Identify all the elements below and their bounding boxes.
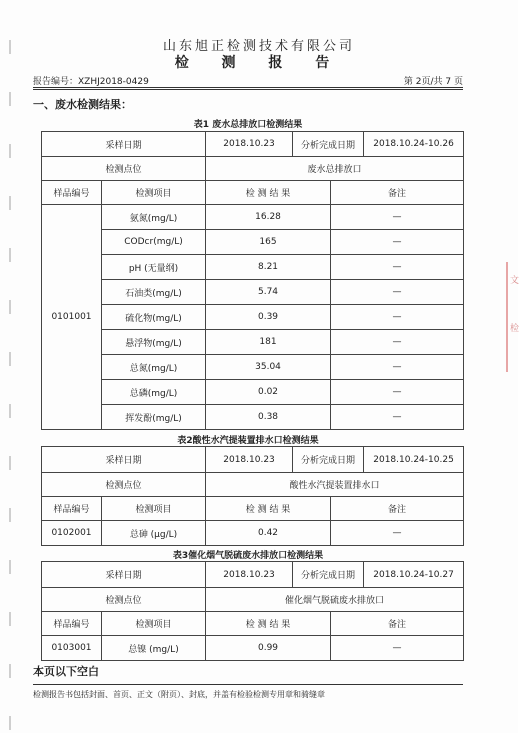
- t1-sampling-date: 2018.10.23: [206, 132, 293, 156]
- table-row-note: —: [331, 405, 464, 430]
- t1-analysis-done: 2018.10.24-10.26: [373, 139, 454, 149]
- t2-col-sample: 样品编号: [42, 497, 102, 521]
- t1-col-note: 备注: [331, 181, 464, 205]
- table-row-item: CODcr(mg/L): [102, 230, 206, 255]
- t2-analysis-done: 2018.10.24-10.25: [373, 454, 454, 465]
- table2: [41, 446, 464, 546]
- table-row-item: 总氮(mg/L): [102, 355, 206, 380]
- table-row-result: 0.02: [206, 380, 331, 405]
- table-row-result: 0.39: [206, 305, 331, 330]
- t1-col-result: 检 测 结 果: [206, 181, 331, 205]
- table-row-result: 165: [206, 230, 331, 255]
- table-row-note: —: [331, 280, 464, 305]
- table-row-item: 总镍 (mg/L): [102, 636, 206, 661]
- t2-col-note: 备注: [331, 497, 464, 521]
- section-title: 一、废水检测结果：: [33, 98, 132, 111]
- table-row-item: 总磷(mg/L): [102, 380, 206, 405]
- table-row-item: 悬浮物(mg/L): [102, 330, 206, 355]
- t3-col-sample: 样品编号: [42, 612, 102, 636]
- table-row-result: 0.42: [206, 521, 331, 546]
- table3-caption: 表3催化烟气脱硫废水排放口检测结果: [172, 551, 324, 561]
- t3-sampling-date-label: 采样日期: [42, 562, 206, 588]
- table-row-note: —: [331, 230, 464, 255]
- table3: [41, 561, 464, 661]
- t1-sample-no: 0101001: [42, 205, 102, 430]
- table1-caption: 表1 废水总排放口检测结果: [193, 120, 303, 130]
- header-rule: [33, 89, 463, 90]
- table-row-result: 8.21: [206, 255, 331, 280]
- t3-sampling-date: 2018.10.23: [206, 562, 293, 587]
- t1-col-sample: 样品编号: [42, 181, 102, 205]
- table-row-note: —: [331, 205, 464, 230]
- table-row-item: 石油类(mg/L): [102, 280, 206, 305]
- t3-sample-no: 0103001: [42, 636, 102, 661]
- t3-point-label: 检测点位: [42, 588, 206, 612]
- t1-point: 废水总排放口: [206, 157, 464, 181]
- binding-margin-marks: [9, 0, 19, 733]
- table-row-item: 氨氮(mg/L): [102, 205, 206, 230]
- seam-stamp-edge: 文 检: [506, 262, 520, 372]
- t3-col-note: 备注: [331, 612, 464, 636]
- t3-point: 催化烟气脱硫废水排放口: [206, 588, 464, 612]
- t2-sampling-date: 2018.10.23: [206, 447, 293, 472]
- t2-sampling-date-label: 采样日期: [42, 447, 206, 473]
- table1: [41, 131, 464, 430]
- t1-point-label: 检测点位: [42, 157, 206, 181]
- table-row-result: 181: [206, 330, 331, 355]
- table-row-result: 0.38: [206, 405, 331, 430]
- blank-below-note: 本页以下空白: [33, 665, 99, 678]
- table-row-note: —: [331, 521, 464, 546]
- t2-point: 酸性水汽提装置排水口: [206, 473, 464, 497]
- t1-sampling-date-label: 采样日期: [42, 132, 206, 157]
- table-row-note: —: [331, 636, 464, 661]
- table-row-item: 总砷 (μg/L): [102, 521, 206, 546]
- table-row-note: —: [331, 355, 464, 380]
- t2-point-label: 检测点位: [42, 473, 206, 497]
- table-row-result: 0.99: [206, 636, 331, 661]
- table-row-note: —: [331, 330, 464, 355]
- footer-note: 检测报告书包括封面、首页、正文（附页）、封底，并盖有检验检测专用章和骑缝章: [33, 684, 463, 700]
- table2-caption: 表2酸性水汽提装置排水口检测结果: [177, 436, 319, 446]
- t3-col-result: 检 测 结 果: [206, 612, 331, 636]
- table-row-result: 35.04: [206, 355, 331, 380]
- t1-analysis-done-label: 分析完成日期: [293, 132, 364, 156]
- t3-analysis-done: 2018.10.24-10.27: [373, 569, 454, 580]
- t2-col-item: 检测项目: [102, 497, 206, 521]
- table-row-result: 5.74: [206, 280, 331, 305]
- table-row-note: —: [331, 255, 464, 280]
- report-number: 报告编号：XZHJ2018-0429: [33, 77, 149, 87]
- t3-col-item: 检测项目: [102, 612, 206, 636]
- table-row-item: 硫化物(mg/L): [102, 305, 206, 330]
- company-name: 山东旭正检测技术有限公司: [162, 39, 355, 54]
- report-header: [33, 72, 463, 88]
- t1-col-item: 检测项目: [102, 181, 206, 205]
- t2-analysis-done-label: 分析完成日期: [293, 447, 364, 472]
- table-row-note: —: [331, 380, 464, 405]
- table-row-item: pH (无量纲): [102, 255, 206, 280]
- t3-analysis-done-label: 分析完成日期: [293, 562, 364, 587]
- table-row-note: —: [331, 305, 464, 330]
- t2-sample-no: 0102001: [42, 521, 102, 546]
- t2-col-result: 检 测 结 果: [206, 497, 331, 521]
- table-row-result: 16.28: [206, 205, 331, 230]
- report-title: 检 测 报 告: [174, 55, 344, 71]
- table-row-item: 挥发酚(mg/L): [102, 405, 206, 430]
- page-number: 第 2页/共 7 页: [403, 77, 463, 87]
